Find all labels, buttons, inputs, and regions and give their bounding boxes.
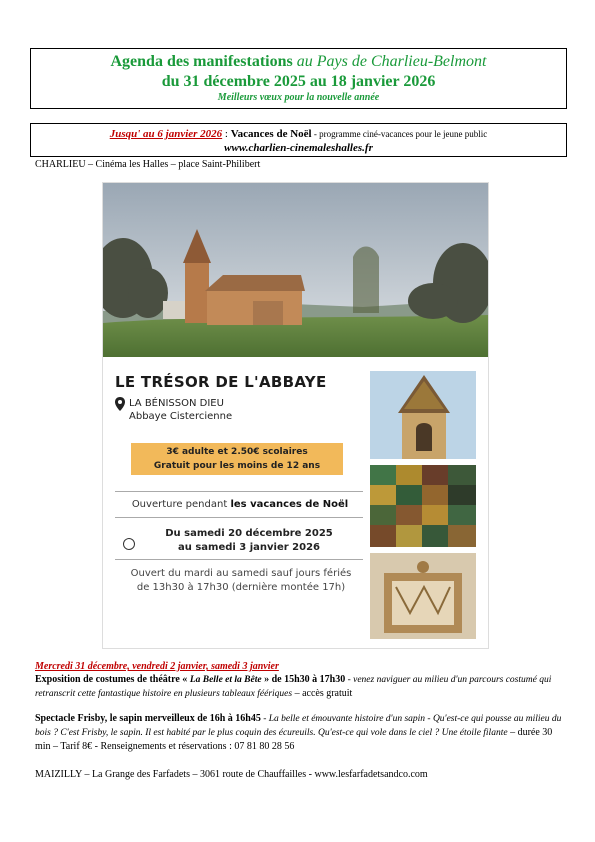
show-location: MAIZILLY – La Grange des Farfadets – 3061 route de Chauffailles - www.lesfarfadetsandco.com [35,769,428,780]
poster-place-type: Abbaye Cistercienne [129,411,233,422]
roof-tiles-photo [370,465,476,547]
colon: : [222,128,231,140]
divider [115,517,363,518]
expo-entry [35,673,565,701]
header-box [30,48,567,109]
agenda-dates: du 31 décembre 2025 au 18 janvier 2026 [161,73,436,90]
clock-icon [123,538,135,550]
show-info: – durée 30 min – Tarif 8€ - Renseignements et réservations : 07 81 80 28 56 [35,727,553,752]
poster-dates [139,527,359,555]
poster-price-box [131,443,343,475]
poster-opening [115,499,365,510]
divider [115,559,363,560]
expo-access: – accès gratuit [292,688,353,699]
poster-date-start: Du samedi 20 décembre 2025 [165,528,333,539]
poster-opening-pre: Ouverture pendant [131,499,231,510]
show-description: - La belle et émouvante histoire d'un sapin - Qu'est-ce qui pousse au milieu du bois ? C'est Frisby, le sapin. Il est habité par le plus coquin des écureuils. Qu'est-ce qui vole dans le ciel ? Une étoile filante [35,714,562,738]
show-entry [35,712,565,753]
poster-title: LE TRÉSOR DE L'ABBAYE [115,373,327,391]
agenda-title-region: au Pays de Charlieu-Belmont [296,53,487,70]
poster-date-end: au samedi 3 janvier 2026 [177,542,321,553]
poster-hours-times: de 13h30 à 17h30 (dernière montée 17h) [136,582,346,593]
event-cinema-title: Vacances de Noël [230,128,312,140]
location-pin-icon [115,397,125,411]
divider [115,491,363,492]
poster-hours [115,567,367,595]
poster-opening-period: les vacances de Noël [230,499,349,510]
event-cinema-date: Jusqu' au 6 janvier 2026 [109,128,223,140]
poster-place-name: LA BÉNISSON DIEU [129,398,224,409]
poster-hours-days: Ouvert du mardi au samedi sauf jours fériés [130,568,352,579]
abbey-poster [103,183,488,648]
agenda-entry-dates-text: Mercredi 31 décembre, vendredi 2 janvier, samedi 3 janvier [35,661,279,672]
event-cinema-desc: - programme ciné-vacances pour le jeune public [311,129,488,139]
tower-photo [370,371,476,459]
event-cinema-box [30,123,567,157]
agenda-title-main: Agenda des manifestations [110,53,293,70]
abbey-photo [103,183,488,357]
new-year-wishes: Meilleurs vœux pour la nouvelle année [217,92,380,103]
altar-photo [370,553,476,639]
expo-title-pre: Exposition de costumes de théâtre « [35,674,190,685]
poster-price-free: Gratuit pour les moins de 12 ans [153,461,321,471]
poster-place [129,397,232,423]
event-cinema-url[interactable]: www.charlien-cinemaleshalles.fr [224,142,373,154]
show-title: Spectacle Frisby, le sapin merveilleux de 16h à 16h45 [35,713,261,724]
event-cinema-location: CHARLIEU – Cinéma les Halles – place Saint-Philibert [35,159,261,170]
poster-price-adult: 3€ adulte et 2.50€ scolaires [166,447,308,457]
expo-time: » de 15h30 à 17h30 [261,674,346,685]
agenda-entry-dates [35,660,565,673]
expo-title: La Belle et la Bête [189,675,262,685]
expo-description: - venez naviguer au milieu d'un parcours costumé qui retranscrit cette fantastique histoire en plusieurs tableaux féériques [35,675,552,699]
agenda-title [31,52,566,72]
